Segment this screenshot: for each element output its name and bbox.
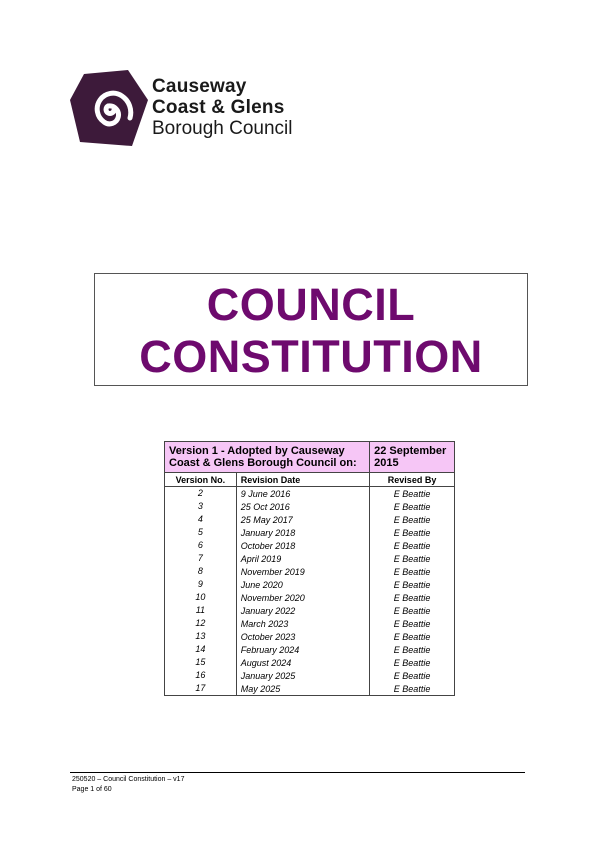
table-row [165, 617, 455, 630]
date-cell: 25 May 2017 [236, 513, 369, 526]
table-row [165, 669, 455, 682]
adoption-row [165, 442, 455, 473]
date-cell: March 2023 [236, 617, 369, 630]
version-cell: 11 [165, 604, 237, 617]
version-cell: 9 [165, 578, 237, 591]
adoption-date: 22 September 2015 [370, 442, 455, 473]
version-cell: 8 [165, 565, 237, 578]
title-line-2: CONSTITUTION [139, 331, 483, 382]
col-header-version: Version No. [165, 473, 237, 487]
table-row [165, 578, 455, 591]
table-row [165, 630, 455, 643]
date-cell: 9 June 2016 [236, 487, 369, 501]
revised-by-cell: E Beattie [370, 552, 455, 565]
version-cell: 2 [165, 487, 237, 501]
date-cell: January 2025 [236, 669, 369, 682]
revised-by-cell: E Beattie [370, 500, 455, 513]
date-cell: January 2022 [236, 604, 369, 617]
title-line-1: COUNCIL [206, 279, 416, 330]
document-title-box [94, 273, 528, 386]
table-row [165, 604, 455, 617]
version-cell: 13 [165, 630, 237, 643]
table-row [165, 513, 455, 526]
date-cell: January 2018 [236, 526, 369, 539]
table-row [165, 539, 455, 552]
council-logo [70, 70, 310, 150]
col-header-revised-by: Revised By [370, 473, 455, 487]
logo-line-1: Causeway [152, 76, 247, 97]
revised-by-cell: E Beattie [370, 591, 455, 604]
version-cell: 17 [165, 682, 237, 696]
date-cell: April 2019 [236, 552, 369, 565]
table-row [165, 526, 455, 539]
version-cell: 4 [165, 513, 237, 526]
version-cell: 15 [165, 656, 237, 669]
table-row [165, 565, 455, 578]
revised-by-cell: E Beattie [370, 539, 455, 552]
version-cell: 14 [165, 643, 237, 656]
footer-doc-ref: 250520 – Council Constitution – v17 [72, 776, 185, 783]
revised-by-cell: E Beattie [370, 487, 455, 501]
logo-line-3: Borough Council [152, 118, 293, 139]
causeway-spiral-logo-icon [70, 70, 148, 146]
date-cell: October 2018 [236, 539, 369, 552]
version-cell: 5 [165, 526, 237, 539]
version-cell: 6 [165, 539, 237, 552]
date-cell: June 2020 [236, 578, 369, 591]
revised-by-cell: E Beattie [370, 682, 455, 696]
adoption-label: Version 1 - Adopted by Causeway Coast & Glens Borough Council on: [165, 442, 370, 473]
date-cell: August 2024 [236, 656, 369, 669]
table-row [165, 552, 455, 565]
revised-by-cell: E Beattie [370, 565, 455, 578]
version-cell: 10 [165, 591, 237, 604]
revised-by-cell: E Beattie [370, 604, 455, 617]
revised-by-cell: E Beattie [370, 643, 455, 656]
table-row [165, 487, 455, 501]
table-row [165, 500, 455, 513]
table-row [165, 682, 455, 696]
revised-by-cell: E Beattie [370, 578, 455, 591]
logo-wordmark [152, 76, 292, 139]
version-cell: 16 [165, 669, 237, 682]
revised-by-cell: E Beattie [370, 630, 455, 643]
date-cell: 25 Oct 2016 [236, 500, 369, 513]
footer-rule [70, 772, 525, 773]
col-header-date: Revision Date [236, 473, 369, 487]
date-cell: October 2023 [236, 630, 369, 643]
date-cell: November 2020 [236, 591, 369, 604]
logo-line-2: Coast & Glens [152, 97, 285, 118]
footer-page-number: Page 1 of 60 [72, 786, 112, 793]
revision-history-table [164, 441, 455, 696]
revised-by-cell: E Beattie [370, 656, 455, 669]
version-cell: 12 [165, 617, 237, 630]
date-cell: November 2019 [236, 565, 369, 578]
version-cell: 3 [165, 500, 237, 513]
revised-by-cell: E Beattie [370, 513, 455, 526]
revised-by-cell: E Beattie [370, 669, 455, 682]
revised-by-cell: E Beattie [370, 617, 455, 630]
table-row [165, 643, 455, 656]
table-row [165, 656, 455, 669]
table-row [165, 591, 455, 604]
date-cell: February 2024 [236, 643, 369, 656]
version-cell: 7 [165, 552, 237, 565]
revised-by-cell: E Beattie [370, 526, 455, 539]
column-header-row [165, 473, 455, 487]
date-cell: May 2025 [236, 682, 369, 696]
page-footer [72, 775, 184, 795]
